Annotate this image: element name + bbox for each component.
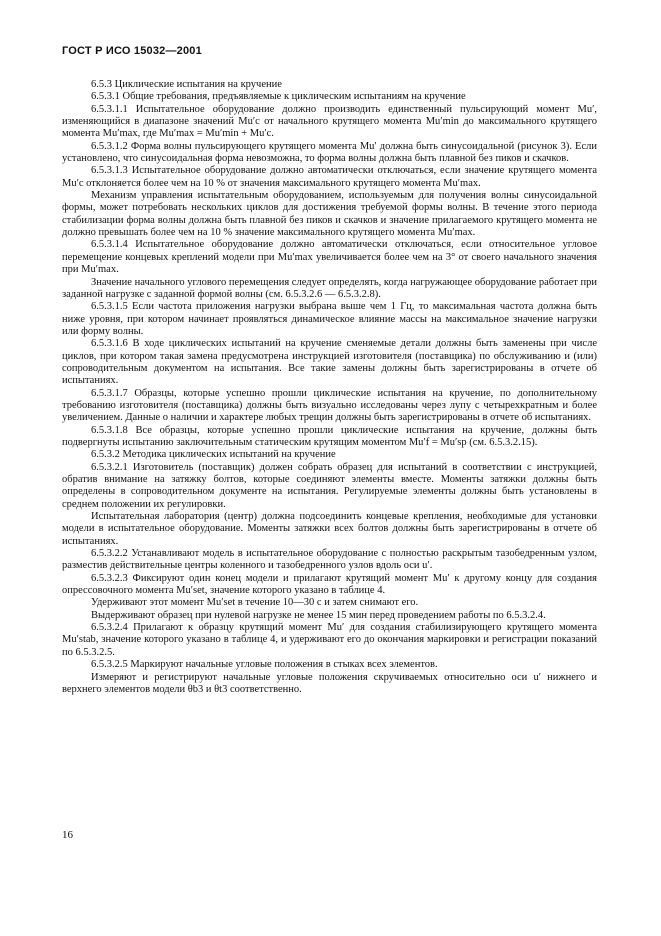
page-number: 16	[62, 829, 73, 841]
paragraph: 6.5.3.1.1 Испытательное оборудование должно производить единственный пульсирующий момент Mu′, изменяющийся в диапазоне значений Mu′c от начального крутящего момента Mu′min до максимального крутящего момента Mu′max, где Mu′max = Mu′min + Mu′c.	[62, 103, 597, 140]
document-header: ГОСТ Р ИСО 15032—2001	[62, 45, 202, 57]
paragraph: Значение начального углового перемещения следует определять, когда нагружающее оборудование работает при заданной нагрузке с заданной формой волны (см. 6.5.3.2.6 — 6.5.3.2.8).	[62, 276, 597, 300]
paragraph: 6.5.3.2.3 Фиксируют один конец модели и прилагают крутящий момент Mu′ к другому концу для создания опрессовочного момента Mu′set, значение которого указано в таблице 4.	[62, 572, 597, 597]
paragraph: 6.5.3.1.2 Форма волны пульсирующего крутящего момента Mu′ должна быть синусоидальной (рисунок 3). Если установлено, что синусоидальная форма невозможна, то форма волны должна быть плавной без пиков и скачков.	[62, 140, 597, 165]
paragraph: 6.5.3.1.8 Все образцы, которые успешно прошли циклические испытания на кручение, должны быть подвергнуты испытанию заключительным статическим крутящим моментом Mu′f = Mu′sp (см. 6.5.3.2.15).	[62, 424, 597, 448]
heading-6-5-3: 6.5.3 Циклические испытания на кручение	[91, 79, 282, 90]
paragraph: 6.5.3.1.4 Испытательное оборудование должно автоматически отключаться, если относительное угловое перемещение концевых креплений модели при Mu′max увеличивается более чем на 3° от своего начального значения при Mu′max.	[62, 239, 597, 276]
document-body	[62, 79, 597, 696]
paragraph: 6.5.3.1.5 Если частота приложения нагрузки выбрана выше чем 1 Гц, то максимальная частота должна быть ниже уровня, при котором начинает проявляться динамическое влияние массы на максимальное значение нагрузки или форму волны.	[62, 301, 597, 337]
paragraph: Выдерживают образец при нулевой нагрузке не менее 15 мин перед проведением работы по 6.5.3.2.4.	[91, 609, 546, 621]
heading-6-5-3-1: 6.5.3.1 Общие требования, предъявляемые к циклическим испытаниям на кручение	[91, 91, 466, 103]
paragraph: 6.5.3.1.6 В ходе циклических испытаний на кручение сменяемые детали должны быть заменены при числе циклов, при котором такая замена предусмотрена инструкцией изготовителя (поставщика) по обслуживанию и (или) сопроводительным документом на испытания. Все такие замены должны быть зарегистрированы в отчете об испытаниях.	[62, 338, 597, 387]
paragraph: Измеряют и регистрируют начальные угловые положения скручиваемых относительно оси u′ нижнего и верхнего элементов модели θb3 и θt3 соответственно.	[62, 671, 597, 695]
paragraph: Удерживают этот момент Mu′set в течение 10—30 с и затем снимают его.	[91, 597, 419, 609]
paragraph: 6.5.3.1.7 Образцы, которые успешно прошли циклические испытания на кручение, по дополнительному требованию изготовителя (поставщика) должны быть визуально исследованы через лупу с четырехкратным и более увеличением. Данные о наличии и характере любых трещин должны быть зарегистрированы в отчете об испытаниях.	[62, 387, 597, 424]
heading-6-5-3-2: 6.5.3.2 Методика циклических испытаний на кручение	[91, 449, 336, 461]
paragraph: 6.5.3.1.3 Испытательное оборудование должно автоматически отключаться, если значение крутящего момента Mu′c отклоняется более чем на 10 % от значения максимального крутящего момента Mu′max.	[62, 165, 597, 189]
paragraph: Механизм управления испытательным оборудованием, используемым для получения волны синусоидальной формы, может потребовать нескольких циклов для достижения требуемой формы волны. В течение этого периода стабилизации форма волны должна быть плавной без пиков и скачков и значение прилагаемого крутящего момента не должно превышать более чем на 10 % значение максимального крутящего момента Mu′max.	[62, 190, 597, 239]
paragraph: 6.5.3.2.1 Изготовитель (поставщик) должен собрать образец для испытаний в соответствии с инструкцией, обратив внимание на затяжку болтов, которые соединяют элементы вместе. Моменты затяжки должны быть определены в сопроводительном документе на испытания. Регулируемые элементы должны быть установлены в среднем положении их регулировки.	[62, 461, 597, 510]
paragraph: 6.5.3.2.4 Прилагают к образцу крутящий момент Mu′ для создания стабилизирующего крутящего момента Mu′stab, значение которого указано в таблице 4, и удерживают его до окончания маркировки и регистрации показаний по 6.5.3.2.5.	[62, 622, 597, 658]
paragraph: Испытательная лаборатория (центр) должна подсоединить концевые крепления, необходимые для установки модели в испытательное оборудование. Моменты затяжки всех болтов должны быть зарегистрированы в отчете об испытаниях.	[62, 511, 597, 547]
paragraph: 6.5.3.2.5 Маркируют начальные угловые положения в стыках всех элементов.	[91, 659, 438, 671]
paragraph: 6.5.3.2.2 Устанавливают модель в испытательное оборудование с полностью раскрытым тазобедренным узлом, разместив действительные центры коленного и тазобедренного узлов вдоль оси u′.	[62, 548, 597, 572]
